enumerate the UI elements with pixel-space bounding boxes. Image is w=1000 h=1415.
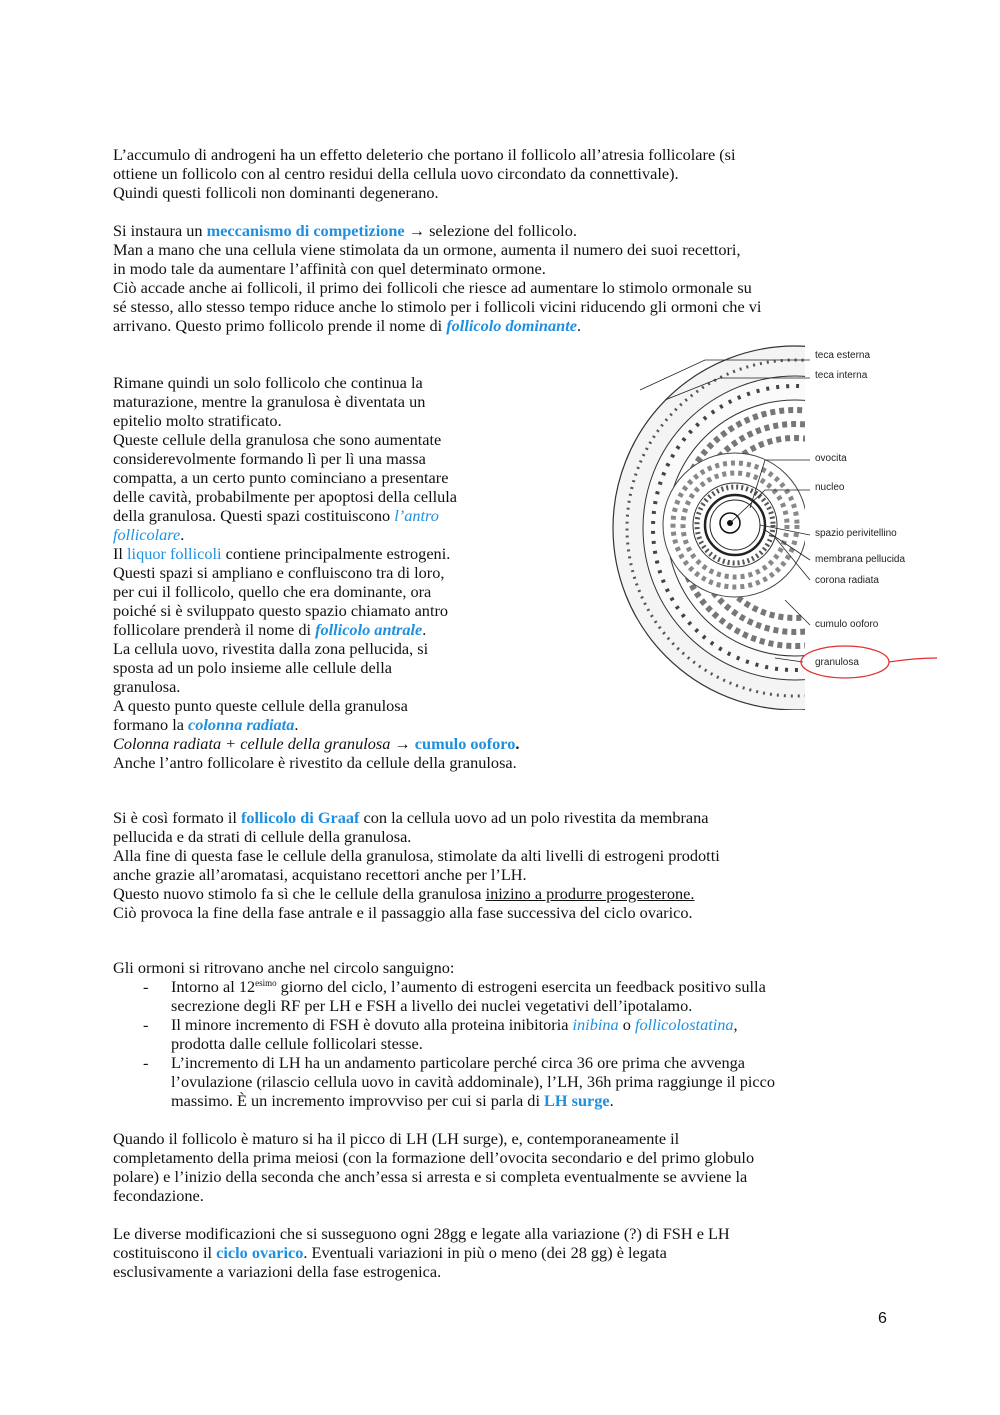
text-line: Alla fine di questa fase le cellule della granulosa, stimolate da alti livelli di estrogeni prodotti — [113, 846, 720, 865]
text-span: . — [180, 525, 185, 544]
text-line — [113, 316, 903, 335]
text-line: fecondazione. — [113, 1186, 204, 1205]
text-line — [171, 1015, 903, 1034]
follicle-diagram — [545, 340, 945, 710]
text-span: . — [515, 734, 520, 753]
text-line — [171, 1091, 903, 1110]
term-follicolo-dominante: follicolo dominante — [446, 316, 577, 335]
list-item — [113, 977, 903, 1015]
text-span: Si è così formato il — [113, 808, 241, 827]
text-line: Rimane quindi un solo follicolo che continua la — [113, 373, 423, 392]
text-line: sposta ad un polo insieme alle cellule della — [113, 658, 392, 677]
text-line: maturazione, mentre la granulosa è diventata un — [113, 392, 426, 411]
term-colonna-radiata: colonna radiata — [188, 715, 295, 734]
text-span: o — [618, 1015, 635, 1034]
text-span: Si instaura un — [113, 221, 207, 240]
text-line — [113, 884, 903, 903]
text-span: costituiscono il — [113, 1243, 217, 1262]
text-line — [113, 506, 603, 525]
text-line — [113, 544, 603, 563]
text-span: arrivano. Questo primo follicolo prende il nome di — [113, 316, 447, 335]
label-cumulo-ooforo: cumulo ooforo — [815, 619, 879, 630]
term-follicolostatina: follicolostatina — [634, 1015, 734, 1034]
label-teca-interna: teca interna — [815, 370, 868, 381]
term-follicolo-graaf: follicolo di Graaf — [240, 808, 360, 827]
text-line — [113, 1243, 903, 1262]
text-line: Anche l’antro follicolare è rivestito da cellule della granulosa. — [113, 753, 517, 772]
label-ovocita: ovocita — [815, 453, 847, 464]
text-line: pellucida e da strati di cellule della granulosa. — [113, 827, 412, 846]
paragraph-ovarian-cycle — [113, 1224, 903, 1281]
paragraph-hormones — [113, 958, 903, 1110]
list-item — [113, 1053, 903, 1110]
text-span: , — [733, 1015, 738, 1034]
text-span: Colonna radiata + cellule della granulosa — [113, 734, 391, 753]
page-number: 6 — [878, 1310, 887, 1327]
term-lh-surge: LH surge — [544, 1091, 610, 1110]
text-line — [171, 977, 903, 996]
text-line: Questi spazi si ampliano e confluiscono tra di loro, — [113, 563, 445, 582]
term-antro: l’antro — [394, 506, 439, 525]
term-meccanismo-competizione: meccanismo di competizione — [206, 221, 405, 240]
term-follicolare: follicolare — [113, 525, 181, 544]
text-span: . — [294, 715, 299, 734]
text-line: poiché si è sviluppato questo spazio chiamato antro — [113, 601, 449, 620]
paragraph-competition — [113, 221, 903, 335]
text-line: La cellula uovo, rivestita dalla zona pellucida, si — [113, 639, 429, 658]
underlined-text: inizino a produrre progesterone. — [485, 884, 695, 903]
text-line — [113, 715, 603, 734]
text-span: massimo. È un incremento improvviso per cui si parla di — [171, 1091, 545, 1110]
text-span: . — [576, 316, 582, 335]
text-span: con la cellula uovo ad un polo rivestita da membrana — [359, 808, 709, 827]
text-line: l’ovulazione (rilascio cellula uovo in cavità addominale), l’LH, 36h prima raggiunge il picco — [171, 1072, 776, 1091]
text-line: anche grazie all’aromatasi, acquistano recettori anche per l’LH. — [113, 865, 527, 884]
text-line — [113, 221, 903, 240]
text-line: secrezione degli RF per LH e FSH a livello dei nuclei vegetativi dell’ipotalamo. — [171, 996, 693, 1015]
paragraph-graaf — [113, 808, 903, 922]
term-follicolo-antrale: follicolo antrale — [315, 620, 423, 639]
text-span: . — [609, 1091, 614, 1110]
text-line: prodotta dalle cellule follicolari stesse. — [171, 1034, 423, 1053]
label-membrana-pellucida: membrana pellucida — [815, 554, 906, 565]
text-span: della granulosa. Questi spazi costituiscono — [113, 506, 395, 525]
list-item — [113, 1015, 903, 1053]
label-spazio-perivitellino: spazio perivitellino — [815, 528, 897, 539]
text-line: polare) e l’inizio della seconda che anch’essa si arresta e si completa eventualmente se avviene la — [113, 1167, 748, 1186]
text-line: Queste cellule della granulosa che sono aumentate — [113, 430, 442, 449]
term-inibina: inibina — [572, 1015, 619, 1034]
text-line: L’incremento di LH ha un andamento particolare perché circa 36 ore prima che avvenga — [171, 1053, 745, 1072]
list-dash: - — [143, 1053, 149, 1072]
text-span: Il minore incremento di FSH è dovuto alla proteina inibitoria — [171, 1015, 573, 1034]
text-line: delle cavità, probabilmente per apoptosi della cellula — [113, 487, 458, 506]
text-span: . — [422, 620, 427, 639]
text-span: Intorno al 12 — [171, 977, 256, 996]
text-line: esclusivamente a variazioni della fase estrogenica. — [113, 1262, 442, 1281]
text-line: sé stesso, allo stesso tempo riduce anche lo stimolo per i follicoli vicini riducendo gli ormoni che vi — [113, 297, 762, 316]
text-line: considerevolmente formando lì per lì una massa — [113, 449, 426, 468]
text-span: follicolare prenderà il nome di — [113, 620, 316, 639]
text-line: compatta, a un certo punto cominciano a presentare — [113, 468, 449, 487]
text-span: formano la — [113, 715, 189, 734]
text-line: completamento della prima meiosi (con la formazione dell’ovocita secondario e del primo globulo — [113, 1148, 755, 1167]
text-line: Man a mano che una cellula viene stimolata da un ormone, aumenta il numero dei suoi recettori, — [113, 240, 741, 259]
annotation-arrow — [889, 658, 937, 662]
text-span: Il — [113, 544, 128, 563]
text-line: ottiene un follicolo con al centro residui della cellula uovo circondato da connettivale). — [113, 164, 679, 183]
text-line: L’accumulo di androgeni ha un effetto deleterio che portano il follicolo all’atresia follicolare (si — [113, 145, 736, 164]
term-ciclo-ovarico: ciclo ovarico — [216, 1243, 304, 1262]
text-line: Quando il follicolo è maturo si ha il picco di LH (LH surge), e, contemporaneamente il — [113, 1129, 680, 1148]
text-line: Gli ormoni si ritrovano anche nel circolo sanguigno: — [113, 958, 455, 977]
label-teca-esterna: teca esterna — [815, 350, 871, 361]
text-span: giorno del ciclo, l’aumento di estrogeni esercita un feedback positivo sulla — [276, 977, 766, 996]
text-span: → selezione del follicolo. — [404, 221, 577, 240]
text-line: Ciò accade anche ai follicoli, il primo dei follicoli che riesce ad aumentare lo stimolo ormonale su — [113, 278, 752, 297]
text-line: in modo tale da aumentare l’affinità con quel determinato ormone. — [113, 259, 546, 278]
label-granulosa: granulosa — [815, 657, 859, 668]
superscript: esimo — [255, 978, 277, 988]
text-line — [113, 734, 603, 753]
text-line: epitelio molto stratificato. — [113, 411, 282, 430]
text-span: contiene principalmente estrogeni. — [221, 544, 451, 563]
text-line: Quindi questi follicoli non dominanti degenerano. — [113, 183, 439, 202]
list-dash: - — [143, 1015, 149, 1034]
text-line: Le diverse modificazioni che si susseguono ogni 28gg e legate alla variazione (?) di FSH e LH — [113, 1224, 730, 1243]
arrow-icon: → — [390, 734, 415, 753]
text-line — [113, 525, 603, 544]
text-line — [113, 808, 903, 827]
text-span: Questo nuovo stimolo fa sì che le cellule della granulosa — [113, 884, 486, 903]
paragraph-antral-follicle — [113, 373, 603, 772]
term-cumulo-ooforo: cumulo ooforo — [414, 734, 516, 753]
paragraph-atresia — [113, 145, 903, 202]
label-corona-radiata: corona radiata — [815, 575, 879, 586]
paragraph-meiosis — [113, 1129, 903, 1205]
text-line: granulosa. — [113, 677, 181, 696]
text-span: . Eventuali variazioni in più o meno (dei 28 gg) è legata — [303, 1243, 667, 1262]
hormone-list — [113, 977, 903, 1110]
text-line: per cui il follicolo, quello che era dominante, ora — [113, 582, 432, 601]
list-dash: - — [143, 977, 149, 996]
text-line — [113, 620, 603, 639]
text-line: A questo punto queste cellule della granulosa — [113, 696, 408, 715]
label-nucleo: nucleo — [815, 482, 845, 493]
term-liquor-follicoli: liquor follicoli — [127, 544, 222, 563]
text-line: Ciò provoca la fine della fase antrale e il passaggio alla fase successiva del ciclo ovarico. — [113, 903, 693, 922]
